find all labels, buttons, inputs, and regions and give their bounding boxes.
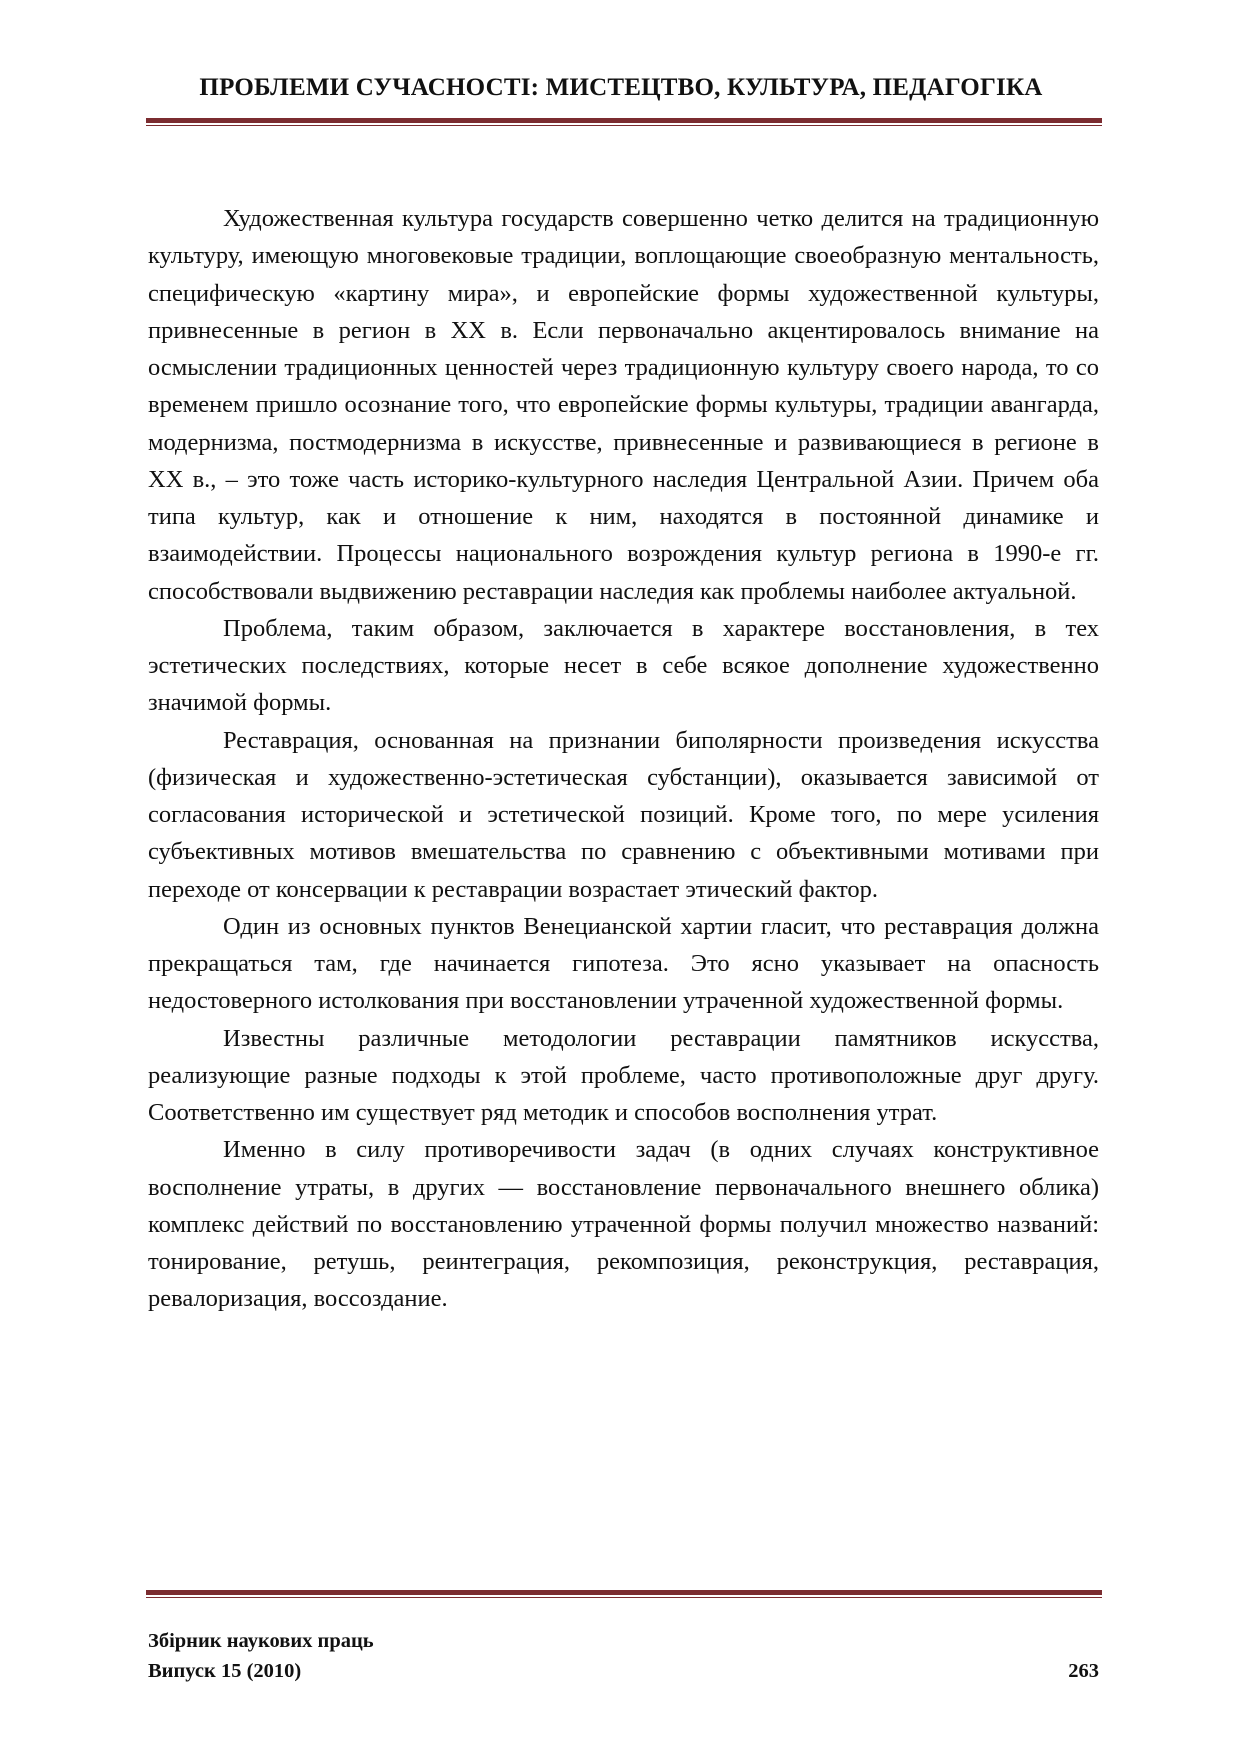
paragraph: Один из основных пунктов Венецианской хартии гласит, что реставрация должна прекращаться там, где начинается гипотеза. Это ясно указывает на опасность недостоверного истолкования при восстановлении утраченной художественной формы. — [148, 912, 1099, 1015]
paragraph: Проблема, таким образом, заключается в характере восстановления, в тех эстетических последствиях, которые несет в себе всякое дополнение художественно значимой формы. — [148, 614, 1099, 717]
header-rule — [146, 118, 1102, 126]
collection-title: Збірник наукових праць — [148, 1630, 374, 1652]
paragraph: Художественная культура государств совершенно четко делится на традиционную культуру, имеющую многовековые традиции, воплощающие своеобразную ментальность, специфическую «картину мира», и европейские формы художественной культуры, привнесенные в регион в ХХ в. Если первоначально акцентировалось внимание на осмыслении традиционных ценностей через традиционную культуру своего народа, то со временем пришло осознание того, что европейские формы культуры, традиции авангарда, модернизма, постмодернизма в искусстве, привнесенные и развивающиеся в регионе в ХХ в., – это тоже часть историко-культурного наследия Центральной Азии. Причем оба типа культур, как и отношение к ним, находятся в постоянной динамике и взаимодействии. Процессы национального возрождения культур региона в 1990-е гг. способствовали выдвижению реставрации наследия как проблемы наиболее актуальной. — [148, 205, 1099, 605]
paragraph: Известны различные методологии реставрации памятников искусства, реализующие разные подходы к этой проблеме, часто противоположные друг другу. Соответственно им существует ряд методик и способов восполнения утрат. — [148, 1024, 1099, 1126]
article-body — [148, 200, 1099, 1318]
paragraph: Именно в силу противоречивости задач (в одних случаях конструктивное восполнение утраты, в других — восстановление первоначального внешнего облика) комплекс действий по восстановлению утраченной формы получил множество названий: тонирование, ретушь, реинтеграция, рекомпозиция, реконструкция, реставрация, ревалоризация, воссоздание. — [148, 1136, 1099, 1313]
running-title: ПРОБЛЕМИ СУЧАСНОСТІ: МИСТЕЦТВО, КУЛЬТУРА, ПЕДАГОГІКА — [199, 74, 1043, 101]
footer-rule — [146, 1590, 1102, 1598]
issue-label: Випуск 15 (2010) — [148, 1660, 302, 1682]
paragraph: Реставрация, основанная на признании биполярности произведения искусства (физическая и художественно-эстетическая субстанции), оказывается зависимой от согласования исторической и эстетической позиций. Кроме того, по мере усиления субъективных мотивов вмешательства по сравнению с объективными мотивами при переходе от консервации к реставрации возрастает этический фактор. — [148, 726, 1099, 903]
page-number: 263 — [1068, 1660, 1099, 1682]
page-footer — [148, 1626, 1099, 1686]
